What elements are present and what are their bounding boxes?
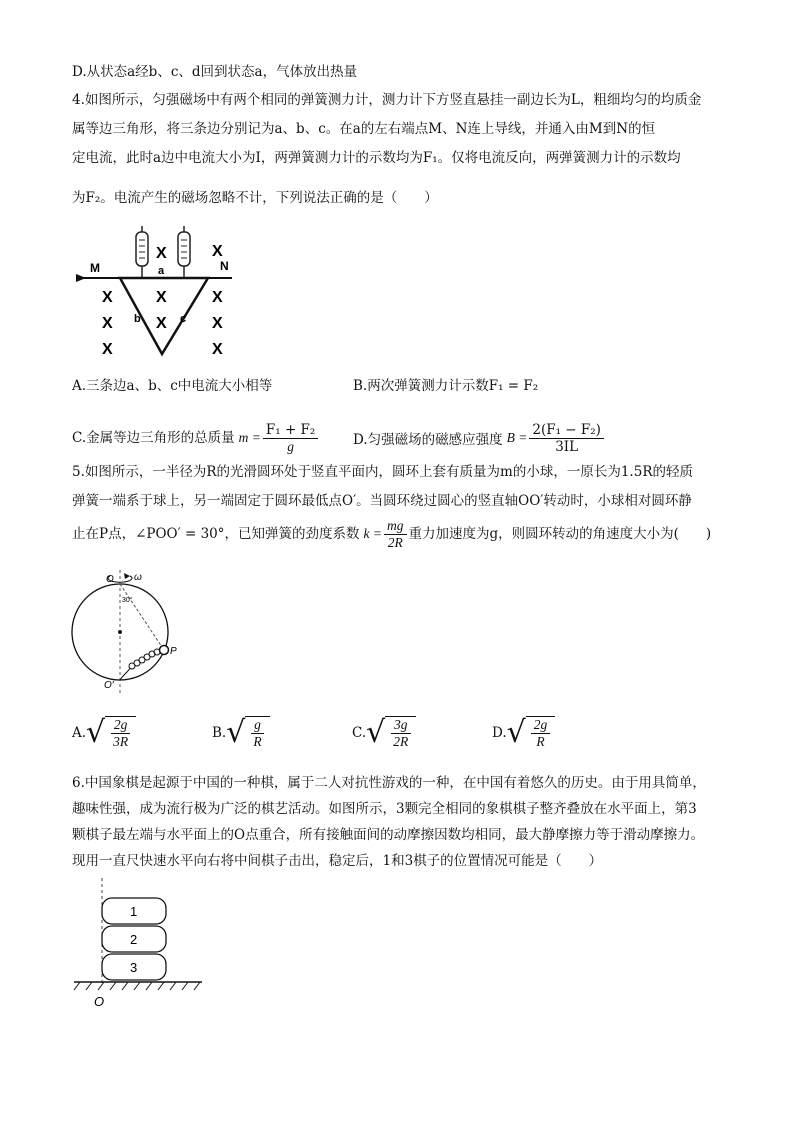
q4-stem-line2: 属等边三角形，将三条边分别记为a、b、c。在a的左右端点M、N连上导线，并通入由M到N的恒: [72, 121, 656, 137]
label-c: c: [180, 313, 187, 325]
q5-stem-line1: 5.如图所示，一半径为R的光滑圆环处于竖直平面内，圆环上套有质量为m的小球，一原长为1.5R的轻质: [72, 464, 693, 480]
q6-stem-line4: 现用一直尺快速水平向右将中间棋子击出，稳定后，1和3棋子的位置情况可能是（ ）: [72, 853, 603, 869]
q4-option-b: B.两次弹簧测力计示数F₁ = F₂: [353, 378, 539, 394]
svg-text:X: X: [102, 289, 113, 306]
piece-label-2: 2: [130, 932, 138, 947]
q5-figure: [70, 568, 190, 698]
q4-option-a: A.三条边a、b、c中电流大小相等: [72, 378, 273, 394]
piece-label-1: 1: [130, 904, 138, 919]
label-n: N: [220, 259, 229, 273]
label-omega: ω: [134, 572, 142, 583]
q4-option-d: D.匀强磁场的磁感应强度 B = $\frac{\text{2(F₁ − F₂)}}{3IL}$: [353, 418, 606, 458]
magnetic-field-crosses: [102, 243, 223, 358]
q4-figure: [72, 222, 242, 362]
q4-stem-line4: 为F₂。电流产生的磁场忽略不计，下列说法正确的是（ ）: [72, 190, 438, 206]
q5-option-b: B. √ $\frac{g}{R}$: [212, 716, 270, 750]
q6-figure: [70, 876, 210, 1016]
spring-scale-right: [178, 226, 190, 277]
svg-text:X: X: [156, 245, 167, 262]
svg-text:X: X: [102, 341, 113, 358]
label-m: M: [90, 261, 100, 275]
label-oprime: O′: [104, 680, 114, 691]
q4-stem-line1: 4.如图所示，匀强磁场中有两个相同的弹簧测力计，测力计下方竖直悬挂一副边长为L，粗细均匀的均质金: [72, 92, 702, 108]
label-b: b: [134, 313, 141, 325]
q5-option-a: A. √ $\frac{2g}{3R}$: [72, 716, 136, 750]
q4-stem-line3: 定电流，此时a边中电流大小为I，两弹簧测力计的示数均为F₁。仅将电流反向，两弹簧测力计的示数均: [72, 150, 681, 166]
svg-text:X: X: [212, 315, 223, 332]
label-o: O: [106, 574, 114, 585]
q5-stem-line3: 止在P点，∠POO′ = 30°，已知弹簧的劲度系数 k = $\frac{mg}{2R}$ 重力加速度为g，则圆环转动的角速度大小为( ): [72, 517, 712, 550]
svg-text:X: X: [212, 289, 223, 306]
label-angle: 30°: [122, 597, 133, 604]
q5-option-c: C. √ $\frac{3g}{2R}$: [352, 716, 416, 750]
svg-text:X: X: [212, 243, 223, 260]
label-origin-o: O: [94, 994, 105, 1009]
q3-option-d: D.从状态a经b、c、d回到状态a，气体放出热量: [72, 64, 358, 80]
q6-stem-line1: 6.中国象棋是起源于中国的一种棋，属于二人对抗性游戏的一种，在中国有着悠久的历史。由于用具简单，: [72, 775, 706, 791]
ball-p: [160, 646, 169, 655]
q6-stem-line3: 颗棋子最左端与水平面上的O点重合，所有接触面间的动摩擦因数均相同，最大静摩擦力等于滑动摩擦力。: [72, 827, 705, 843]
label-a: a: [158, 265, 165, 277]
q6-stem-line2: 趣味性强，成为流行极为广泛的棋艺活动。如图所示，3颗完全相同的象棋棋子整齐叠放在水平面上，第3: [72, 801, 697, 817]
q5-option-d: D. √ $\frac{2g}{R}$: [492, 716, 555, 750]
spring-scale-left: [136, 226, 148, 277]
q4-option-c: C.金属等边三角形的总质量 m = $\frac{\text{F₁ + F₂}}{g}$: [72, 418, 320, 458]
svg-text:X: X: [102, 315, 113, 332]
svg-text:X: X: [212, 341, 223, 358]
q5-stem-line2: 弹簧一端系于球上，另一端固定于圆环最低点O′。当圆环绕过圆心的竖直轴OO′转动时，小球相对圆环静: [72, 493, 692, 509]
label-p: P: [170, 646, 177, 657]
svg-text:X: X: [156, 315, 167, 332]
piece-label-3: 3: [130, 960, 138, 975]
svg-text:X: X: [156, 289, 167, 306]
